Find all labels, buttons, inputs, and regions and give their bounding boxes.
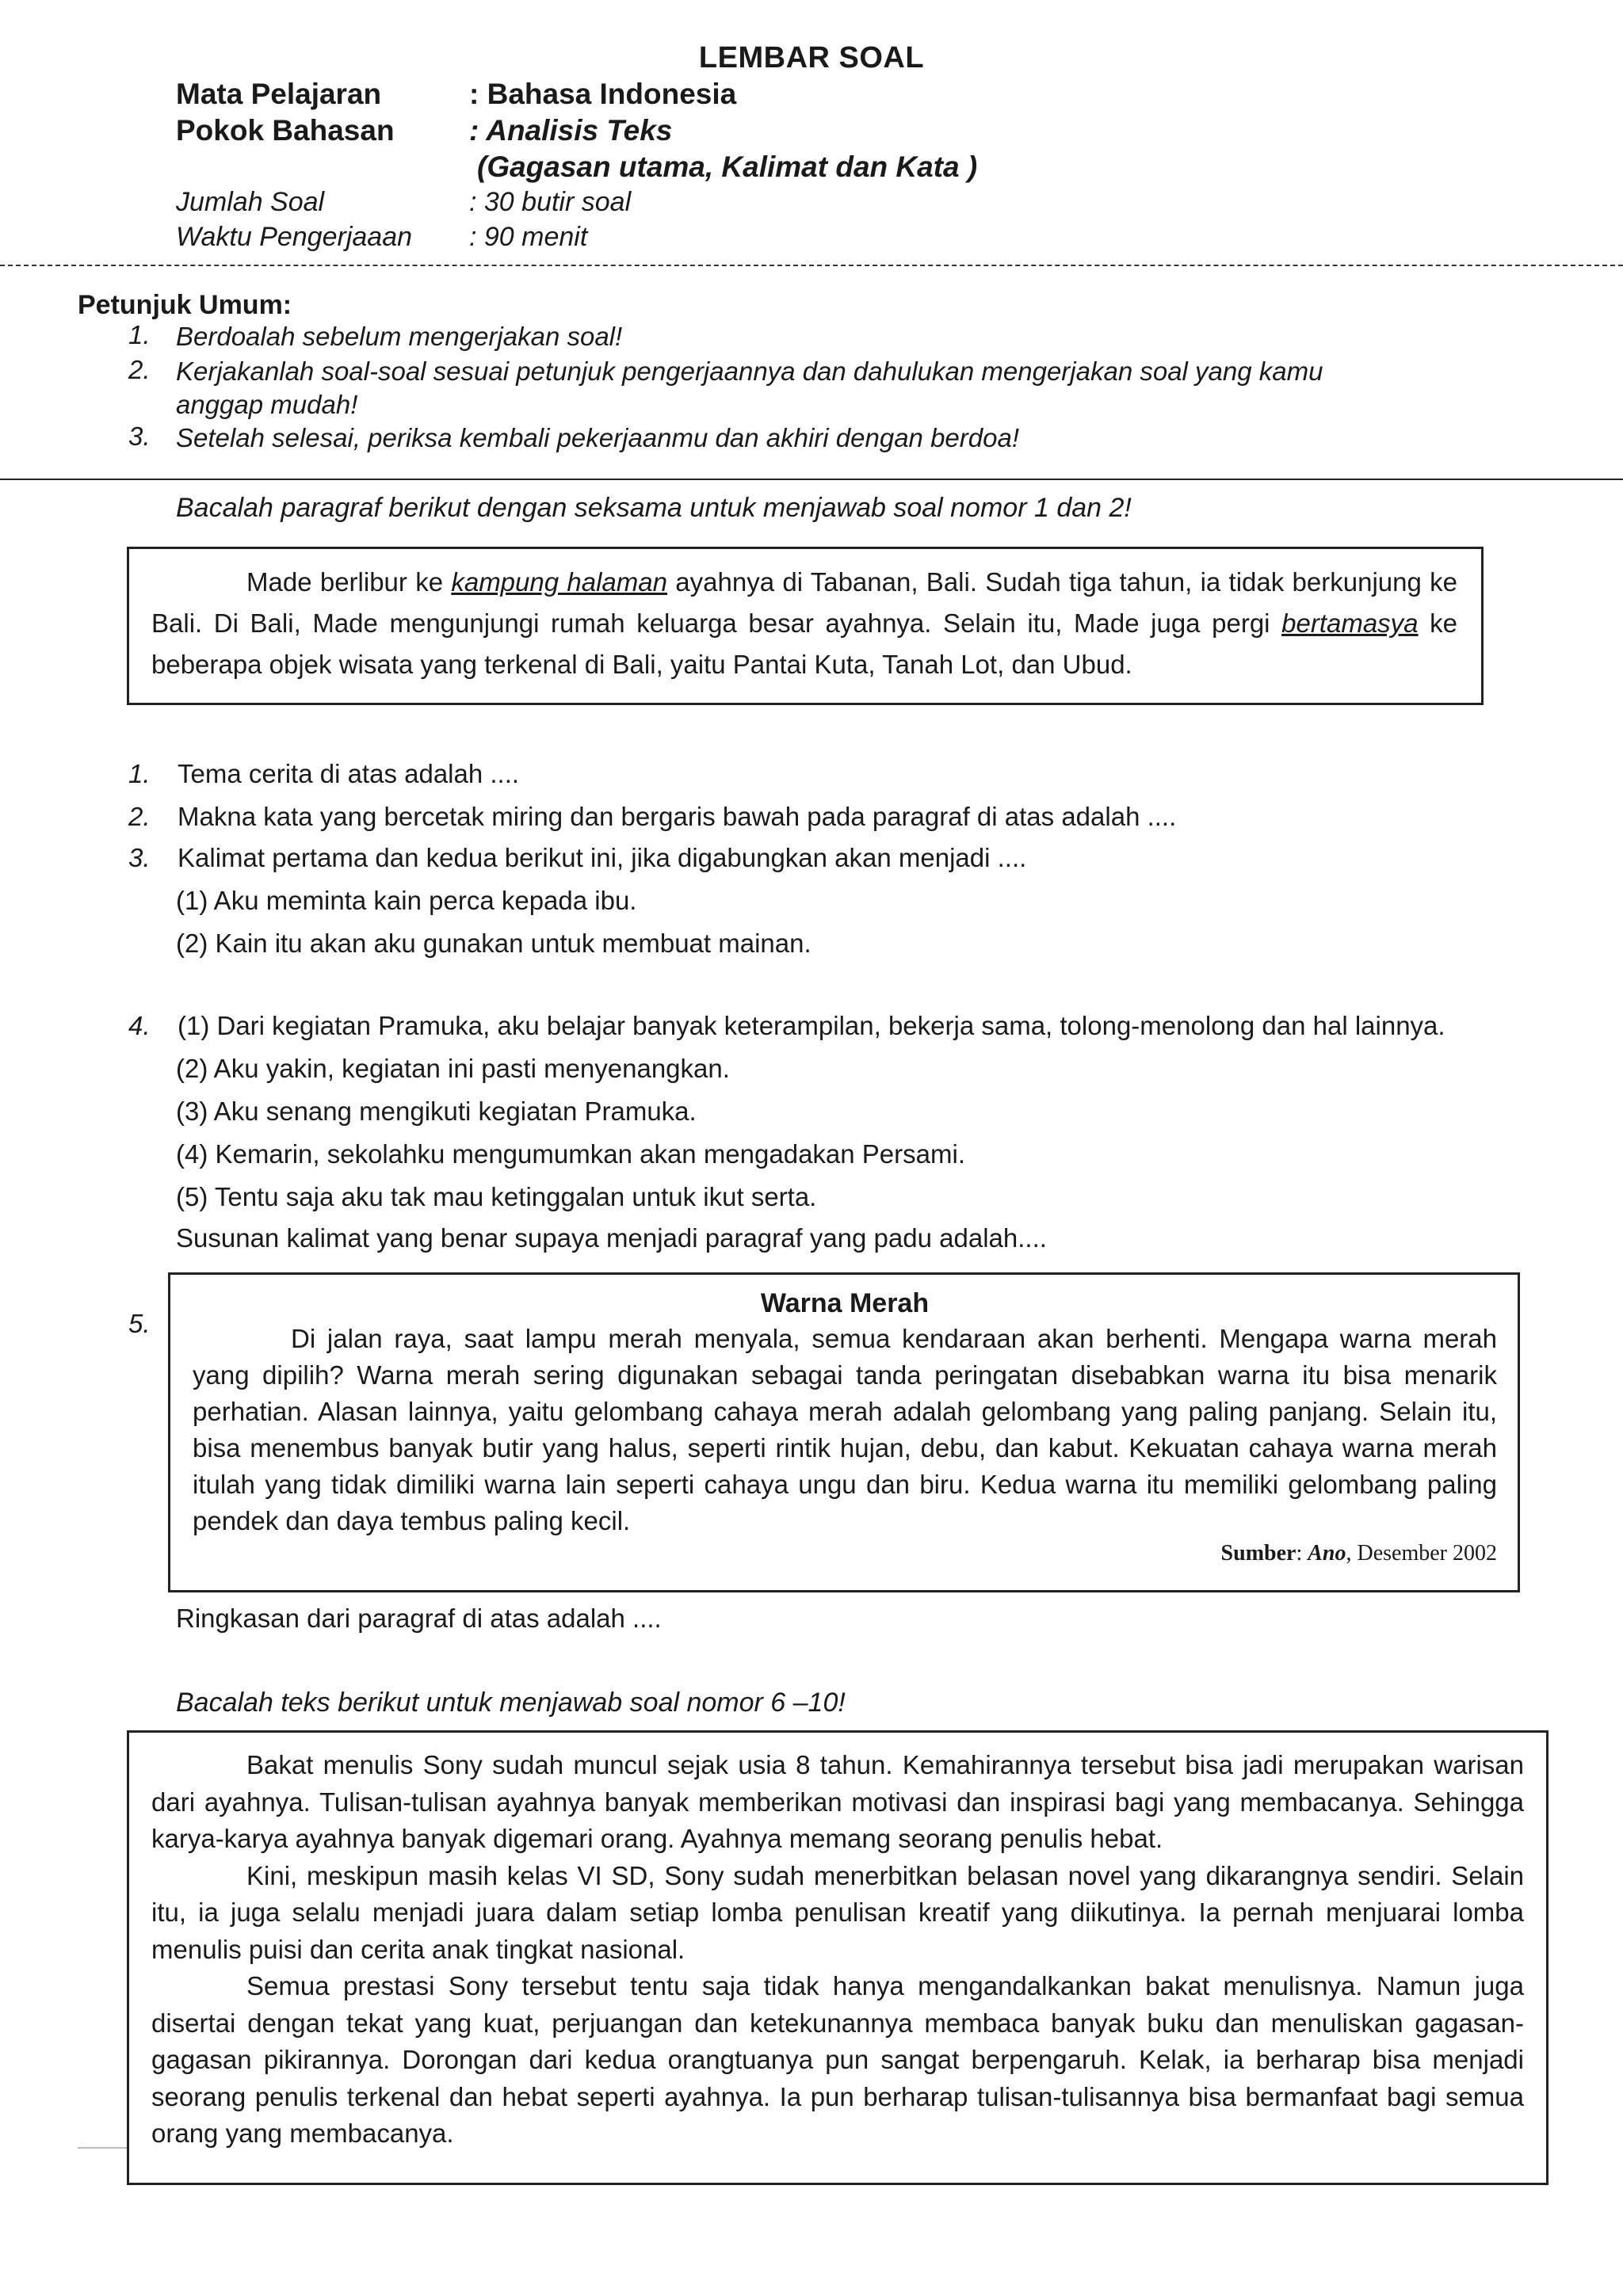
passage2-intro: Bacalah teks berikut untuk menjawab soal nomor 6 –10!	[176, 1688, 846, 1718]
page-title: LEMBAR SOAL	[698, 41, 925, 74]
dashed-divider	[0, 265, 1623, 266]
question-3-sentence: (1) Aku meminta kain perca kepada ibu.	[176, 886, 637, 915]
question-4-sentence: (4) Kemarin, sekolahku mengumumkan akan mengadakan Persami.	[176, 1139, 965, 1169]
subject-label: Mata Pelajaran	[176, 78, 382, 110]
time-label: Waktu Pengerjaaan	[176, 222, 413, 252]
topic-value-2: (Gagasan utama, Kalimat dan Kata )	[477, 151, 978, 183]
underlined-word: bertamasya	[1281, 608, 1419, 638]
topic-value: : Analisis Teks	[469, 114, 673, 147]
question-4-prompt: Susunan kalimat yang benar supaya menjadi paragraf yang padu adalah....	[176, 1223, 1047, 1253]
time-value: : 90 menit	[469, 222, 588, 252]
question-4-sentence: (2) Aku yakin, kegiatan ini pasti menyenangkan.	[176, 1054, 730, 1083]
count-value: : 30 butir soal	[469, 187, 632, 217]
subject-value: : Bahasa Indonesia	[469, 78, 737, 110]
passage2-box	[127, 1730, 1549, 2185]
question-3-sentence: (2) Kain itu akan aku gunakan untuk membuat mainan.	[176, 929, 812, 958]
passage2-paragraph: Semua prestasi Sony tersebut tentu saja tidak hanya mengandalkankan bakat menulisnya. Namun juga disertai dengan tekat yang kuat, perjuangan dan ketekunannya membaca banyak buku dan menuliskan gagasan-gagasan pikirannya. Dorongan dari kedua orangtuanya pun sangat berpengaruh. Kelak, ia berharap bisa menjadi seorang penulis terkenal dan hebat seperti ayahnya. Ia pun berharap tulisan-tulisannya bisa bermanfaat bagi semua orang yang membacanya.	[151, 1971, 1524, 2148]
passage1-intro: Bacalah paragraf berikut dengan seksama untuk menjawab soal nomor 1 dan 2!	[176, 493, 1132, 523]
passage-title: Warna Merah	[760, 1288, 930, 1318]
question-5-number: 5.	[128, 1309, 151, 1338]
underlined-word: kampung halaman	[451, 567, 667, 597]
question-5-box	[168, 1272, 1520, 1592]
source-citation: Sumber: Ano, Desember 2002	[1220, 1541, 1497, 1566]
topic-label: Pokok Bahasan	[176, 114, 395, 147]
passage2-paragraph: Bakat menulis Sony sudah muncul sejak usia 8 tahun. Kemahirannya tersebut bisa jadi merupakan warisan dari ayahnya. Tulisan-tulisan ayahnya banyak memberikan motivasi dan inspirasi bagi yang membacanya. Sehingga karya-karya ayahnya banyak digemari orang. Ayahnya memang seorang penulis hebat.	[151, 1750, 1524, 1853]
solid-divider	[0, 479, 1623, 480]
question-5-text: Di jalan raya, saat lampu merah menyala, semua kendaraan akan berhenti. Mengapa warna merah yang dipilih? Warna merah sering digunakan sebagai tanda peringatan disebabkan warna itu bisa menarik perhatian. Alasan lainnya, yaitu gelombang cahaya merah adalah gelombang yang paling panjang. Selain itu, bisa menembus banyak butir yang halus, seperti rintik hujan, debu, dan kabut. Kekuatan cahaya warna merah itulah yang tidak dimiliki warna lain seperti cahaya ungu dan biru. Kedua warna itu memiliki gelombang paling pendek dan daya tembus paling kecil.	[193, 1324, 1497, 1535]
margin-mark	[78, 2147, 127, 2149]
passage1-text: Made berlibur ke kampung halaman ayahnya di Tabanan, Bali. Sudah tiga tahun, ia tidak berkunjung ke Bali. Di Bali, Made mengunjungi rumah keluarga besar ayahnya. Selain itu, Made juga pergi bertamasya ke beberapa objek wisata yang terkenal di Bali, yaitu Pantai Kuta, Tanah Lot, dan Ubud.	[151, 567, 1458, 679]
passage1-box	[127, 547, 1484, 705]
passage2-paragraph: Kini, meskipun masih kelas VI SD, Sony sudah menerbitkan belasan novel yang dikarangnya sendiri. Selain itu, ia juga selalu menjadi juara dalam setiap lomba penulisan kreatif yang diikutinya. Ia pernah menjuarai lomba menulis puisi dan cerita anak tingkat nasional.	[151, 1860, 1524, 1964]
instructions-heading: Petunjuk Umum:	[78, 290, 292, 320]
question-5-prompt: Ringkasan dari paragraf di atas adalah ....	[176, 1604, 662, 1633]
question-4-sentence: (3) Aku senang mengikuti kegiatan Pramuka.	[176, 1097, 697, 1126]
count-label: Jumlah Soal	[176, 187, 325, 217]
question-4-sentence: (5) Tentu saja aku tak mau ketinggalan untuk ikut serta.	[176, 1182, 817, 1211]
